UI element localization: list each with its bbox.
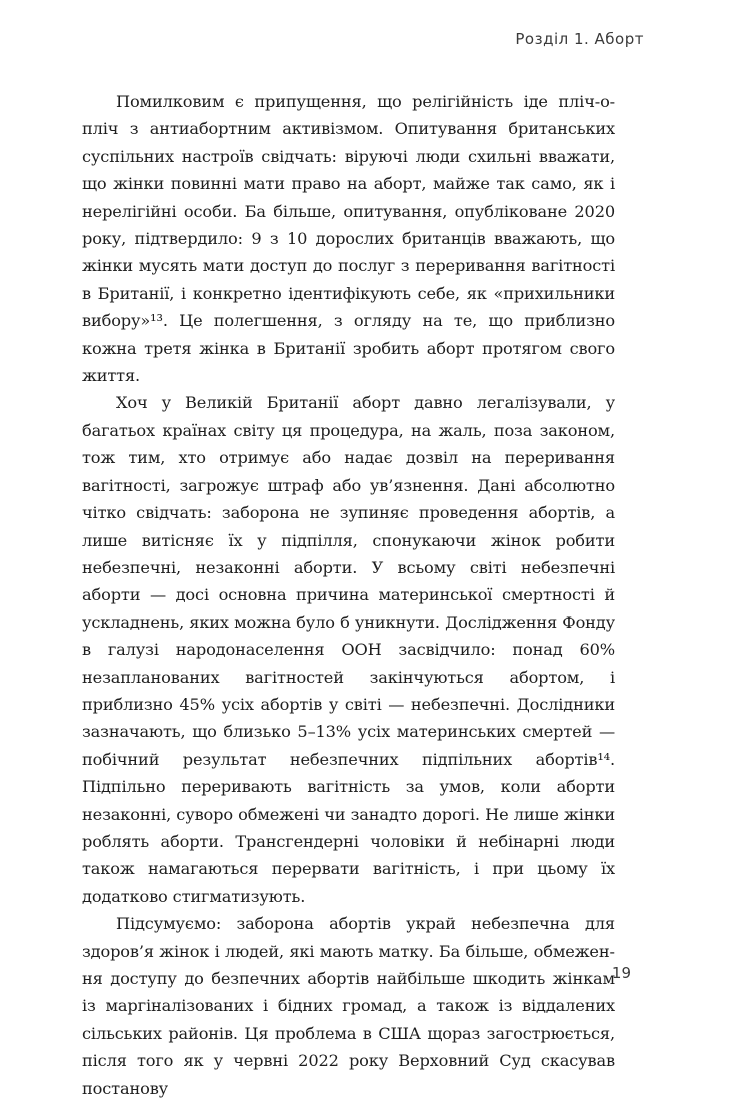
paragraph-1: Помилковим є припущення, що релігійність іде пліч-о-пліч з антиабортним активізмом. Опитування британських суспільних настроїв свідчать: віруючі люди схильні вважати, що жінки повинні мати право на аборт, майже так само, як і нерелігійні особи. Ба більше, опитування, опубліковане 2020 року, підтвердило: 9 з 10 дорослих британців вважають, що жінки мусять мати доступ до послуг з переривання вагітності в Британії, і конкретно ідентифікують себе, як «прихильники вибору»¹³. Це полегшення, з огляду на те, що приблизно кожна третя жінка в Британії зробить аборт протягом свого життя.: [82, 92, 615, 386]
paragraph-3: Підсумуємо: заборона абортів украй небезпечна для здоров’я жінок і людей, які мають матку. Ба більше, обмеження доступу до безпечних абортів найбільше шкодить жінкам із маргіналізованих і бідних громад, а також із віддалених сільських районів. Ця проблема в США щораз загострюється, після того як у червні 2022 року Верховний Суд скасував постанову: [82, 914, 615, 1098]
page-number: 19: [611, 964, 631, 982]
paragraph-2: Хоч у Великій Британії аборт давно легалізували, у багатьох країнах світу ця процедура, на жаль, поза законом, тож тим, хто отримує або надає дозвіл на переривання вагітності, загрожує штраф або ув’язнення. Дані абсолютно чітко свідчать: заборона не зупиняє проведення абортів, а лише витісняє їх у підпілля, спонукаючи жінок робити небезпечні, незаконні аборти. У вcьому світі небезпечні аборти — досі основна причина материнської смертності й ускладнень, яких можна було б уникнути. Дослідження Фонду в галузі народонаселення ООН засвідчило: понад 60% незапланованих вагітностей закінчуються абортом, і приблизно 45% усіх абортів у світі — небезпечні. Дослідники зазначають, що близько 5–13% усіх материнських смертей — побічний результат небезпечних підпільних абортів¹⁴. Підпільно переривають вагітність за умов, коли аборти незаконні, суворо обмежені чи занадто дорогі. Не лише жінки роблять аборти. Трансгендерні чоловіки й небінарні люди також намагаються перервати вагітність, і при цьому їх додатково стигматизують.: [82, 393, 615, 906]
body-text: [82, 88, 615, 1102]
running-header: Розділ 1. Аборт: [515, 30, 644, 48]
